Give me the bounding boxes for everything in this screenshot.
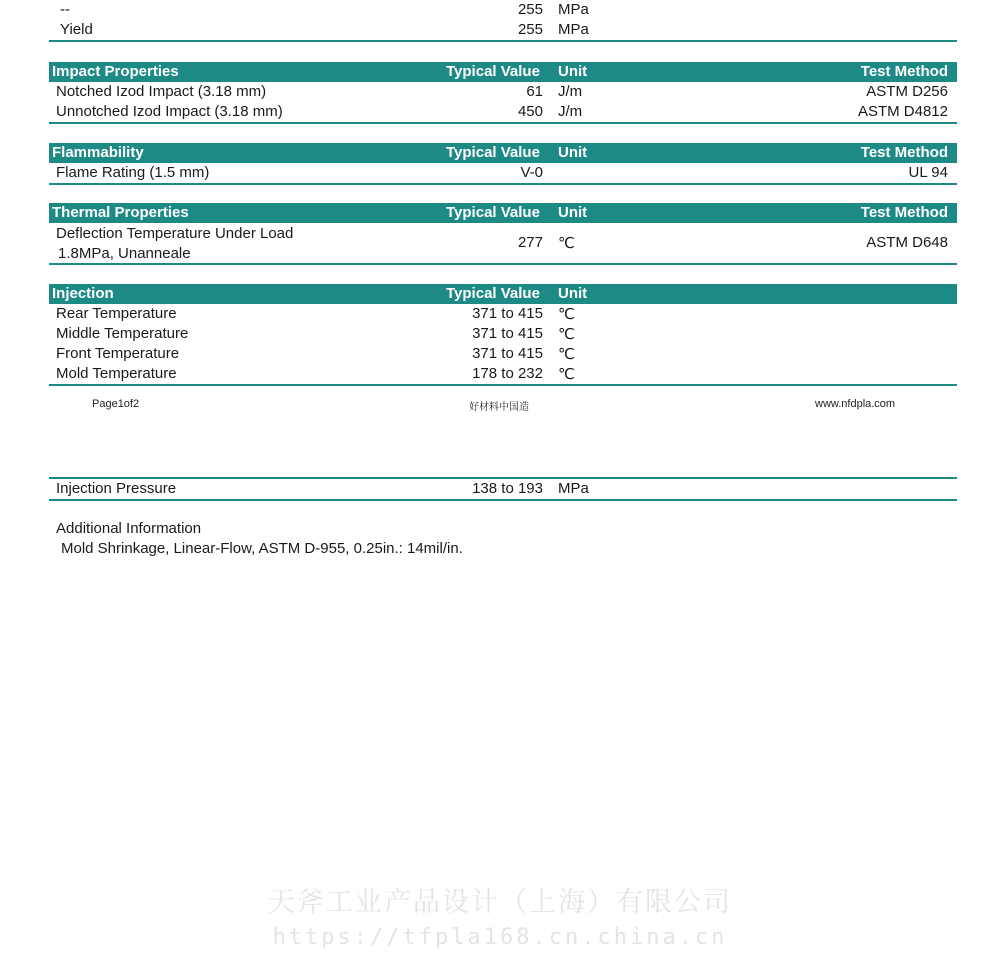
table-row — [49, 304, 957, 324]
row-unit: ℃ — [558, 366, 575, 383]
divider — [49, 40, 957, 42]
divider — [49, 122, 957, 124]
row-value: V-0 — [520, 164, 543, 181]
row-value: 277 — [517, 234, 543, 251]
row-value: 371 to 415 — [472, 345, 543, 362]
watermark-url: https://tfpla168.cn.china.cn — [272, 925, 728, 950]
watermark-company: 天斧工业产品设计（上海）有限公司 — [268, 887, 732, 918]
row-label: Mold Temperature — [56, 365, 177, 382]
header-test-method: Test Method — [860, 63, 948, 80]
header-typical-value: Typical Value — [446, 204, 540, 221]
header-unit: Unit — [558, 63, 588, 80]
header-test-method: Test Method — [860, 204, 948, 221]
section-title: Flammability — [52, 144, 144, 161]
row-unit: ℃ — [558, 306, 575, 323]
table-row — [49, 479, 957, 499]
row-method: ASTM D4812 — [857, 103, 948, 120]
row-label — [56, 224, 293, 264]
row-label: Flame Rating (1.5 mm) — [56, 164, 210, 181]
header-typical-value: Typical Value — [446, 63, 540, 80]
row-unit: MPa — [558, 1, 589, 18]
row-label: Yield — [60, 21, 93, 38]
header-unit: Unit — [558, 144, 588, 161]
row-label: -- — [60, 1, 70, 18]
table-header — [49, 203, 957, 223]
additional-info-title: Additional Information — [56, 520, 202, 537]
table-header — [49, 62, 957, 82]
row-method: UL 94 — [908, 164, 948, 181]
table-row — [49, 82, 957, 102]
row-label: Notched Izod Impact (3.18 mm) — [56, 83, 267, 100]
top-properties — [49, 0, 957, 42]
flammability-table — [49, 143, 957, 185]
row-unit: J/m — [558, 103, 583, 120]
row-unit: ℃ — [558, 326, 575, 343]
section-title: Injection — [52, 285, 114, 302]
injection-pressure-table — [49, 477, 957, 501]
header-typical-value: Typical Value — [446, 144, 540, 161]
row-unit: MPa — [558, 480, 589, 497]
row-value: 178 to 232 — [472, 365, 543, 382]
row-value: 255 — [517, 1, 543, 18]
row-value: 371 to 415 — [472, 305, 543, 322]
row-label-line1: Deflection Temperature Under Load — [56, 225, 294, 242]
row-value: 371 to 415 — [472, 325, 543, 342]
row-value: 450 — [517, 103, 543, 120]
header-typical-value: Typical Value — [446, 285, 540, 302]
section-title: Thermal Properties — [52, 204, 189, 221]
row-unit: ℃ — [558, 235, 575, 252]
row-label: Unnotched Izod Impact (3.18 mm) — [56, 103, 283, 120]
additional-info-text: Mold Shrinkage, Linear-Flow, ASTM D-955, 0.25in.: 14mil/in. — [61, 540, 463, 557]
divider — [49, 384, 957, 386]
section-title: Impact Properties — [52, 63, 179, 80]
row-method: ASTM D648 — [866, 234, 948, 251]
table-row — [49, 324, 957, 344]
row-value: 255 — [517, 21, 543, 38]
row-label: Injection Pressure — [56, 480, 177, 497]
footer-site: www.nfdpla.com — [815, 398, 896, 410]
row-method: ASTM D256 — [866, 83, 948, 100]
divider — [49, 499, 957, 501]
table-row — [49, 163, 957, 183]
page-number: Page1of2 — [92, 398, 140, 410]
row-value: 138 to 193 — [472, 480, 543, 497]
injection-table — [49, 284, 957, 386]
row-label-line2: 1.8MPa, Unanneale — [58, 245, 191, 262]
table-row — [49, 223, 957, 263]
table-header — [49, 143, 957, 163]
impact-properties-table — [49, 62, 957, 124]
table-row — [49, 0, 957, 20]
thermal-properties-table — [49, 203, 957, 265]
header-test-method: Test Method — [860, 144, 948, 161]
row-label: Front Temperature — [56, 345, 180, 362]
divider — [49, 183, 957, 185]
row-unit: MPa — [558, 21, 589, 38]
row-label: Rear Temperature — [56, 305, 177, 322]
row-unit: J/m — [558, 83, 583, 100]
header-unit: Unit — [558, 285, 588, 302]
row-unit: ℃ — [558, 346, 575, 363]
row-value: 61 — [526, 83, 543, 100]
row-label: Middle Temperature — [56, 325, 189, 342]
footer-brand: 好材料中国造 — [469, 402, 529, 413]
table-row — [49, 102, 957, 122]
table-row — [49, 364, 957, 384]
header-unit: Unit — [558, 204, 588, 221]
table-row — [49, 20, 957, 40]
table-row — [49, 344, 957, 364]
table-header — [49, 284, 957, 304]
